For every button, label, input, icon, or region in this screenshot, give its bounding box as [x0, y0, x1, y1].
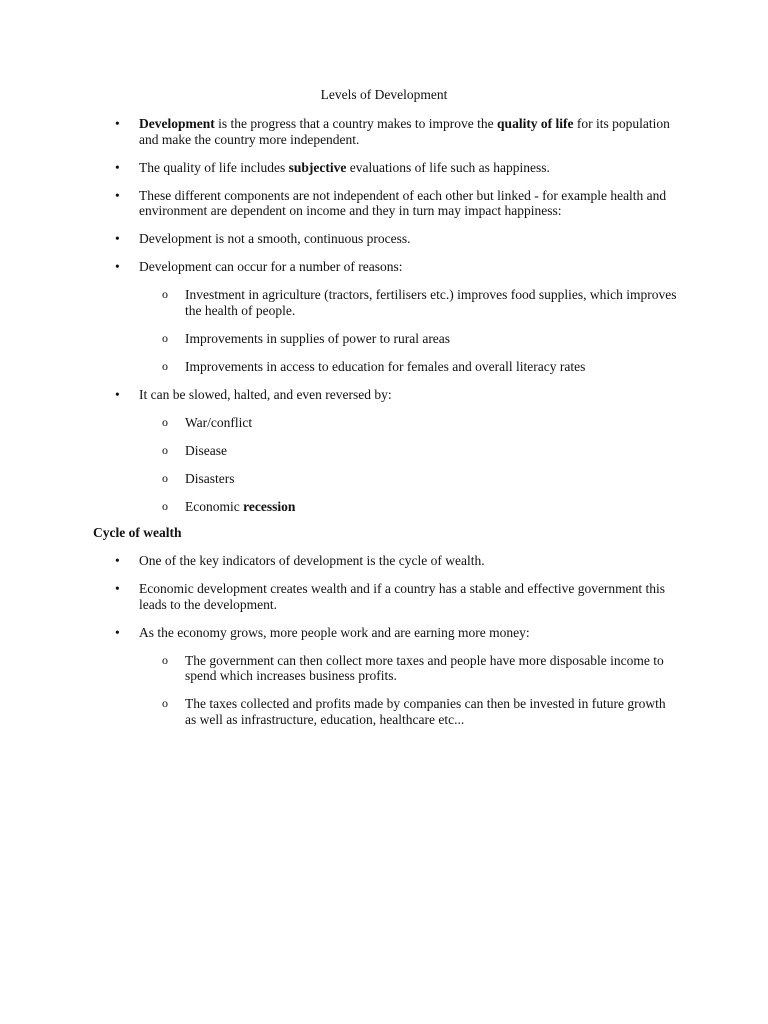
- bullet-icon: •: [115, 259, 120, 274]
- sub-list: [139, 415, 678, 515]
- circle-bullet-icon: o: [162, 696, 168, 710]
- main-bullet-list: [0, 116, 768, 527]
- sub-item-text: Disease: [185, 442, 227, 458]
- circle-bullet-icon: o: [162, 470, 168, 485]
- sub-list-item: [139, 499, 678, 515]
- item-text: It can be slowed, halted, and even reversed by:: [139, 386, 392, 402]
- sub-list-item: [139, 287, 678, 318]
- sub-item-text: Investment in agriculture (tractors, fertilisers etc.) improves food supplies, which improves the health of people.: [185, 287, 677, 318]
- bullet-icon: •: [115, 624, 120, 640]
- bullet-icon: •: [115, 187, 120, 203]
- list-item: [0, 160, 768, 176]
- list-item: [0, 625, 768, 728]
- sub-list: [139, 653, 678, 728]
- sub-item-text: War/conflict: [185, 414, 253, 430]
- sub-list-item: [139, 443, 678, 459]
- section-heading: Cycle of wealth: [93, 525, 182, 540]
- circle-bullet-icon: o: [162, 287, 168, 301]
- circle-bullet-icon: o: [162, 414, 168, 429]
- circle-bullet-icon: o: [162, 358, 168, 373]
- item-text: Development can occur for a number of reasons:: [139, 259, 403, 274]
- item-text: One of the key indicators of development is the cycle of wealth.: [139, 553, 485, 568]
- bullet-icon: •: [115, 581, 120, 596]
- list-item: [0, 581, 768, 612]
- item-text: Development is the progress that a country makes to improve the quality of life for its population and make the country more independent.: [139, 116, 670, 147]
- circle-bullet-icon: o: [162, 652, 168, 667]
- bullet-icon: •: [115, 159, 120, 175]
- bullet-icon: •: [115, 116, 120, 131]
- sub-item-text: Improvements in access to education for females and overall literacy rates: [185, 358, 586, 374]
- item-text: The quality of life includes subjective evaluations of life such as happiness.: [139, 159, 550, 175]
- sub-list-item: [139, 471, 678, 487]
- list-item: [0, 259, 768, 374]
- item-text: As the economy grows, more people work and are earning more money:: [139, 624, 530, 640]
- sub-item-text: Economic recession: [185, 498, 296, 514]
- bullet-icon: •: [115, 386, 120, 402]
- sub-item-text: Improvements in supplies of power to rural areas: [185, 330, 451, 346]
- bullet-icon: •: [115, 231, 120, 246]
- page-title: Levels of Development: [320, 87, 448, 102]
- list-item: [0, 116, 768, 147]
- item-text: Economic development creates wealth and if a country has a stable and effective government this leads to the development.: [139, 581, 666, 612]
- circle-bullet-icon: o: [162, 442, 168, 457]
- bullet-icon: •: [115, 553, 120, 568]
- sub-list-item: [139, 331, 678, 347]
- item-text: These different components are not independent of each other but linked - for example health and environment are dependent on income and they in turn may impact happiness:: [139, 187, 667, 218]
- sub-list-item: [139, 696, 678, 727]
- cycle-bullet-list: [0, 553, 768, 740]
- sub-item-text: Disasters: [185, 470, 235, 486]
- sub-list-item: [139, 359, 678, 375]
- list-item: [0, 387, 768, 515]
- list-item: [0, 188, 768, 219]
- circle-bullet-icon: o: [162, 498, 168, 513]
- circle-bullet-icon: o: [162, 330, 168, 345]
- list-item: [0, 553, 768, 569]
- item-text: Development is not a smooth, continuous process.: [139, 231, 411, 246]
- sub-list-item: [139, 415, 678, 431]
- sub-item-text: The taxes collected and profits made by companies can then be invested in future growth as well as infrastructure, education, healthcare etc...: [185, 696, 666, 727]
- list-item: [0, 231, 768, 247]
- sub-item-text: The government can then collect more taxes and people have more disposable income to spend which increases business profits.: [185, 652, 664, 683]
- sub-list-item: [139, 653, 678, 684]
- sub-list: [139, 287, 678, 374]
